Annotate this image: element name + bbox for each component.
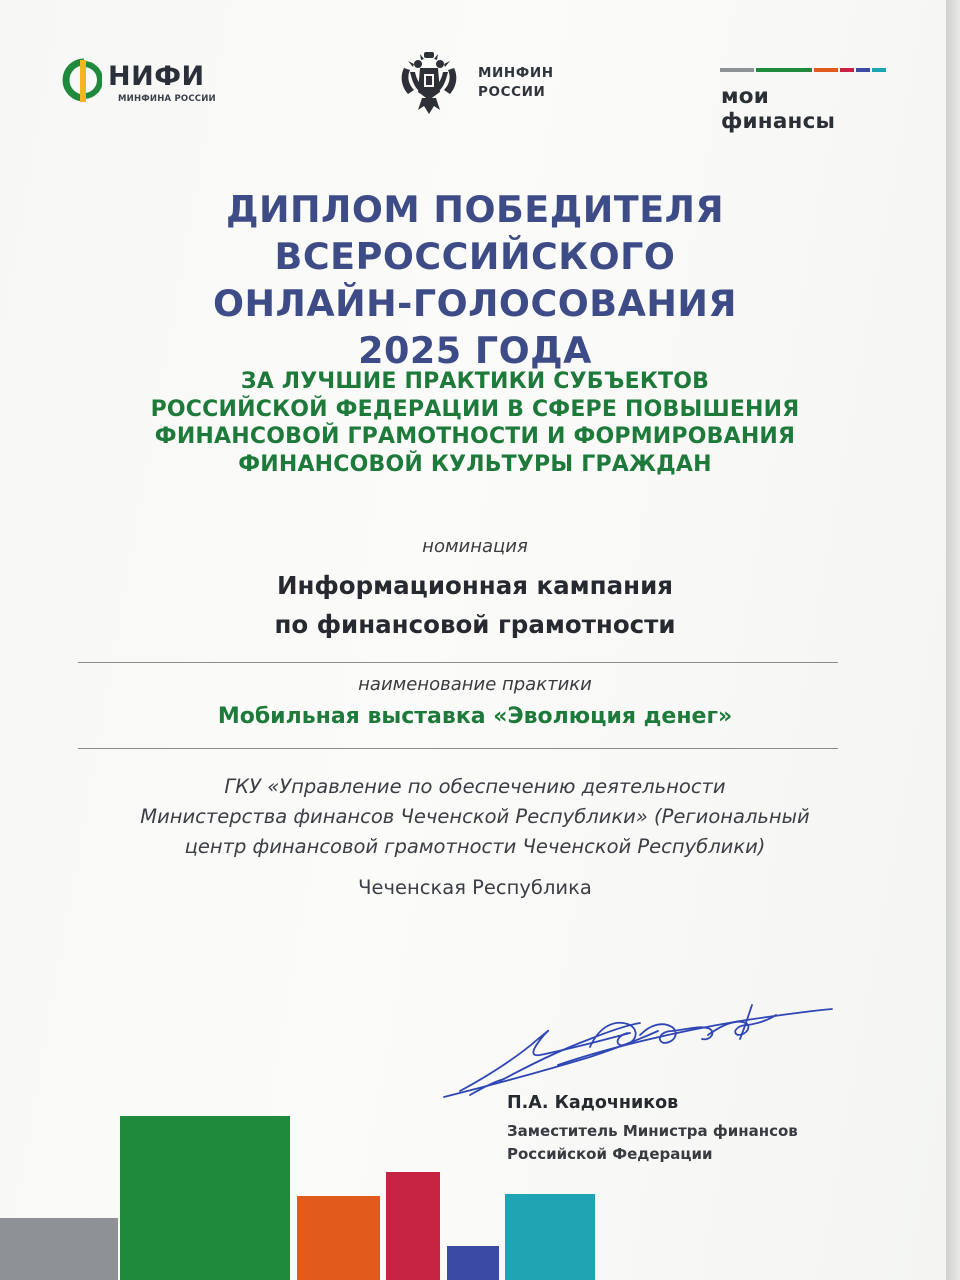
subtitle-line: ФИНАНСОВОЙ КУЛЬТУРЫ ГРАЖДАН bbox=[238, 451, 712, 477]
divider bbox=[78, 748, 838, 749]
title-line: 2025 ГОДА bbox=[358, 329, 592, 372]
signatory-position-line: Российской Федерации bbox=[507, 1145, 713, 1163]
title-line: ДИПЛОМ ПОБЕДИТЕЛЯ bbox=[225, 188, 725, 231]
nomination-caption: номинация bbox=[422, 536, 528, 557]
practice-caption: наименование практики bbox=[358, 674, 592, 695]
nifi-logo-icon bbox=[62, 58, 102, 104]
signatory-position-line: Заместитель Министра финансов bbox=[507, 1122, 798, 1140]
signatory-name: П.А. Кадочников bbox=[507, 1093, 679, 1113]
minfin-logo bbox=[398, 50, 578, 116]
minfin-line-2: РОССИИ bbox=[478, 84, 546, 100]
organization-line: ГКУ «Управление по обеспечению деятельности bbox=[224, 775, 726, 798]
diploma-subtitle bbox=[60, 368, 890, 478]
title-line: ВСЕРОССИЙСКОГО bbox=[274, 235, 676, 278]
nomination-line: по финансовой грамотности bbox=[274, 610, 676, 639]
nifi-logo bbox=[62, 58, 232, 108]
organization-name bbox=[60, 772, 890, 862]
nifi-name: НИФИ bbox=[108, 61, 205, 92]
moi-finansy-name: мои финансы bbox=[721, 84, 836, 134]
organization-line: центр финансовой грамотности Чеченской Республики) bbox=[184, 835, 766, 858]
subtitle-line: ЗА ЛУЧШИЕ ПРАКТИКИ СУБЪЕКТОВ bbox=[240, 369, 710, 394]
nifi-subtitle: МИНФИНА РОССИИ bbox=[118, 94, 216, 104]
paper-edge bbox=[946, 0, 960, 1280]
organization-line: Министерства финансов Чеченской Республики» (Региональный bbox=[140, 805, 810, 828]
diploma-title bbox=[60, 186, 890, 374]
handwritten-signature-icon bbox=[440, 995, 840, 1105]
divider bbox=[78, 662, 838, 663]
title-line: ОНЛАЙН-ГОЛОСОВАНИЯ bbox=[212, 282, 738, 325]
nomination-value bbox=[60, 566, 890, 644]
region-name: Чеченская Республика bbox=[358, 876, 592, 899]
moi-finansy-logo bbox=[720, 68, 890, 134]
minfin-line-1: МИНФИН bbox=[478, 65, 554, 81]
subtitle-line: ФИНАНСОВОЙ ГРАМОТНОСТИ И ФОРМИРОВАНИЯ bbox=[154, 424, 796, 449]
practice-value: Мобильная выставка «Эволюция денег» bbox=[217, 704, 733, 729]
nomination-line: Информационная кампания bbox=[277, 571, 673, 600]
subtitle-line: РОССИЙСКОЙ ФЕДЕРАЦИИ В СФЕРЕ ПОВЫШЕНИЯ bbox=[150, 396, 800, 422]
double-headed-eagle-icon bbox=[398, 50, 460, 116]
